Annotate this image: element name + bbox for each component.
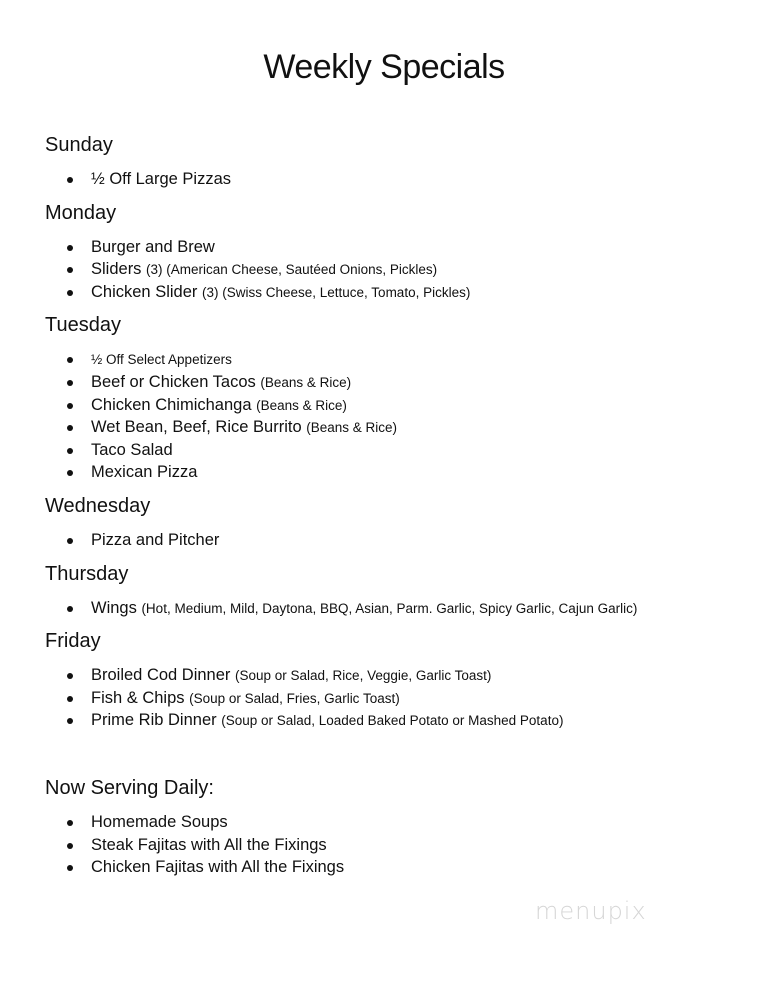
list-item xyxy=(45,461,745,484)
bullet-icon xyxy=(67,245,73,251)
list-item xyxy=(45,394,745,417)
special-items xyxy=(45,529,745,552)
page-title: Weekly Specials xyxy=(263,48,505,86)
item-detail: (Beans & Rice) xyxy=(260,374,352,390)
list-item xyxy=(45,371,745,394)
specials-list xyxy=(45,133,745,879)
section-heading: Monday xyxy=(45,201,117,224)
list-item xyxy=(45,168,745,191)
list-item xyxy=(45,416,745,439)
item-name: Pizza and Pitcher xyxy=(91,530,220,549)
item-name: Burger and Brew xyxy=(91,237,215,256)
list-item xyxy=(45,439,745,462)
item-name: Fish & Chips xyxy=(91,688,185,707)
item-name: Broiled Cod Dinner xyxy=(91,666,231,685)
list-item xyxy=(45,258,745,281)
special-items xyxy=(45,236,745,304)
item-name: Mexican Pizza xyxy=(91,463,198,482)
bullet-icon xyxy=(67,865,73,871)
day-section xyxy=(45,133,745,191)
list-item xyxy=(45,281,745,304)
bullet-icon xyxy=(67,448,73,454)
item-name: Homemade Soups xyxy=(91,812,228,831)
special-items xyxy=(45,811,745,879)
section-heading: Wednesday xyxy=(45,494,151,517)
bullet-icon xyxy=(67,696,73,702)
item-name: Prime Rib Dinner xyxy=(91,711,217,730)
section-heading: Now Serving Daily: xyxy=(45,776,214,799)
item-detail: (Beans & Rice) xyxy=(256,397,347,413)
item-name: ½ Off Select Appetizers xyxy=(91,352,232,368)
item-name: Taco Salad xyxy=(91,440,173,459)
bullet-icon xyxy=(67,673,73,679)
menupix-watermark: menupix xyxy=(535,897,647,925)
day-section xyxy=(45,313,745,484)
list-item xyxy=(45,529,745,552)
item-name: ½ Off Large Pizzas xyxy=(91,170,232,188)
bullet-icon xyxy=(67,606,73,612)
bullet-icon xyxy=(67,820,73,826)
bullet-icon xyxy=(67,290,73,296)
item-name: Chicken Fajitas with All the Fixings xyxy=(91,858,345,877)
list-item xyxy=(45,687,745,710)
item-detail: (3) (Swiss Cheese, Lettuce, Tomato, Pickles) xyxy=(201,284,471,300)
list-item xyxy=(45,348,745,371)
item-detail: (3) (American Cheese, Sautéed Onions, Pickles) xyxy=(146,262,438,278)
section-heading: Friday xyxy=(45,630,101,653)
list-item xyxy=(45,597,745,620)
special-items xyxy=(45,597,745,620)
section-heading: Sunday xyxy=(45,134,113,156)
bullet-icon xyxy=(67,843,73,849)
item-name: Chicken Slider xyxy=(91,282,198,301)
list-item xyxy=(45,856,745,879)
section-heading: Thursday xyxy=(45,562,129,585)
bullet-icon xyxy=(67,718,73,724)
day-section xyxy=(45,201,745,304)
list-item xyxy=(45,834,745,857)
day-section xyxy=(45,776,745,879)
special-items xyxy=(45,348,745,484)
list-item xyxy=(45,811,745,834)
list-item xyxy=(45,236,745,259)
bullet-icon xyxy=(67,425,73,431)
item-name: Steak Fajitas with All the Fixings xyxy=(91,835,327,854)
item-detail: (Hot, Medium, Mild, Daytona, BBQ, Asian, Parm. Garlic, Spicy Garlic, Cajun Garlic) xyxy=(141,600,638,616)
day-section xyxy=(45,562,745,620)
item-detail: (Soup or Salad, Rice, Veggie, Garlic Toast) xyxy=(235,668,492,684)
bullet-icon xyxy=(67,403,73,409)
list-item xyxy=(45,664,745,687)
special-items xyxy=(45,168,745,191)
item-detail: (Soup or Salad, Fries, Garlic Toast) xyxy=(189,690,400,706)
item-name: Beef or Chicken Tacos xyxy=(91,372,256,391)
bullet-icon xyxy=(67,177,73,183)
item-name: Sliders xyxy=(91,260,142,279)
item-name: Chicken Chimichanga xyxy=(91,395,252,414)
item-name: Wet Bean, Beef, Rice Burrito xyxy=(91,418,302,437)
bullet-icon xyxy=(67,470,73,476)
bullet-icon xyxy=(67,357,73,363)
day-section xyxy=(45,494,745,552)
bullet-icon xyxy=(67,267,73,273)
section-heading: Tuesday xyxy=(45,314,121,337)
item-name: Wings xyxy=(91,598,137,617)
bullet-icon xyxy=(67,538,73,544)
item-detail: (Beans & Rice) xyxy=(306,420,398,436)
day-section xyxy=(45,629,745,732)
item-detail: (Soup or Salad, Loaded Baked Potato or Mashed Potato) xyxy=(221,713,564,729)
special-items xyxy=(45,664,745,732)
bullet-icon xyxy=(67,380,73,386)
list-item xyxy=(45,709,745,732)
